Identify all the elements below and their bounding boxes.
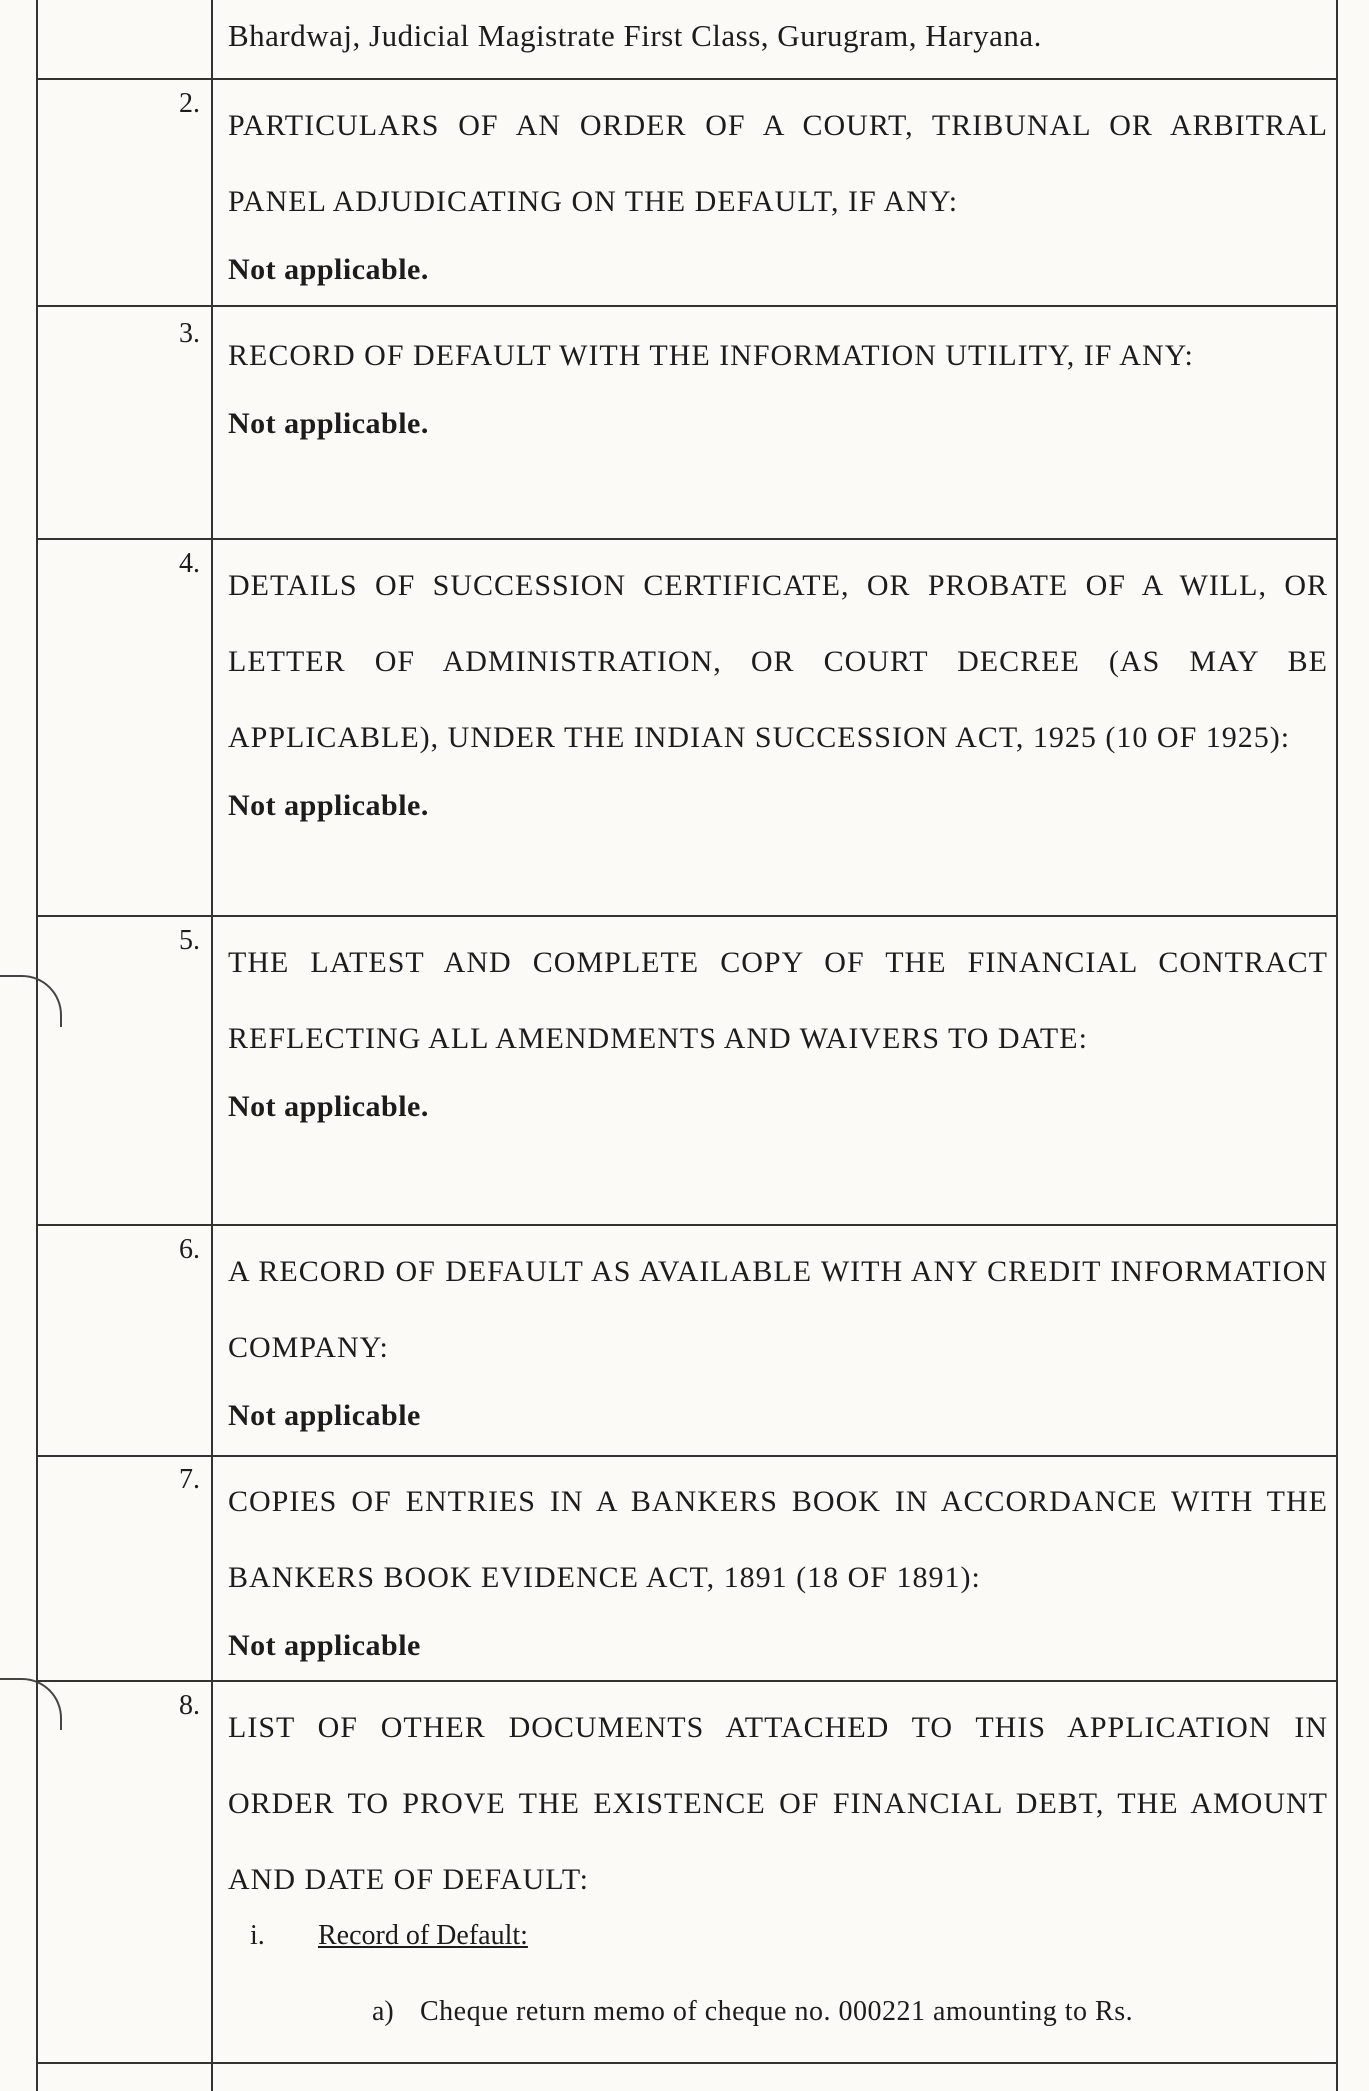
row-number: 7. (179, 1464, 200, 1495)
row-divider (36, 1680, 1338, 1682)
row-divider (36, 1224, 1338, 1226)
table-row (228, 548, 1328, 836)
row-number: 8. (179, 1690, 200, 1721)
table-row (228, 925, 1328, 1137)
row-divider (36, 538, 1338, 540)
row-answer: Not applicable (228, 1629, 421, 1662)
continuation-text: Bhardwaj, Judicial Magistrate First Class, Gurugram, Haryana. (228, 18, 1042, 53)
sub-sub-item-text: Cheque return memo of cheque no. 000221 amounting to Rs. (420, 1996, 1134, 2027)
row-number: 5. (179, 925, 200, 956)
punch-hole-top (0, 975, 62, 1027)
row-divider (36, 305, 1338, 307)
row-heading: A RECORD OF DEFAULT AS AVAILABLE WITH ANY CREDIT INFORMATION COMPANY: (228, 1255, 1328, 1364)
sub-item-label: Record of Default: (318, 1920, 528, 1951)
row-heading: DETAILS OF SUCCESSION CERTIFICATE, OR PROBATE OF A WILL, OR LETTER OF ADMINISTRATION, OR COURT DECREE (AS MAY BE APPLICABLE), UNDER THE INDIAN SUCCESSION ACT, 1925 (10 OF 1925): (228, 569, 1328, 754)
row-heading: LIST OF OTHER DOCUMENTS ATTACHED TO THIS APPLICATION IN ORDER TO PROVE THE EXISTENCE OF FINANCIAL DEBT, THE AMOUNT AND DATE OF DEFAULT: (228, 1711, 1328, 1896)
row-answer: Not applicable. (228, 1090, 429, 1123)
row-heading: RECORD OF DEFAULT WITH THE INFORMATION UTILITY, IF ANY: (228, 339, 1194, 372)
row-number: 3. (179, 318, 200, 349)
punch-hole-bottom (0, 1678, 62, 1730)
sub-item-marker: i. (250, 1920, 265, 1951)
row-answer: Not applicable. (228, 789, 429, 822)
row-number: 6. (179, 1234, 200, 1265)
row-divider (36, 1455, 1338, 1457)
table-row (228, 88, 1328, 300)
row-divider (36, 2062, 1338, 2064)
table-row (228, 318, 1328, 454)
row-answer: Not applicable (228, 1399, 421, 1432)
row-heading: THE LATEST AND COMPLETE COPY OF THE FINANCIAL CONTRACT REFLECTING ALL AMENDMENTS AND WAIVERS TO DATE: (228, 946, 1328, 1055)
table-left-border (36, 0, 38, 2091)
sub-sub-item-marker: a) (372, 1996, 394, 2027)
table-right-border (1336, 0, 1338, 2091)
table-row (228, 1234, 1328, 1446)
table-row (228, 1464, 1328, 1676)
row-heading: COPIES OF ENTRIES IN A BANKERS BOOK IN ACCORDANCE WITH THE BANKERS BOOK EVIDENCE ACT, 1891 (18 OF 1891): (228, 1485, 1328, 1594)
table-row (228, 1690, 1328, 1918)
row-divider (36, 78, 1338, 80)
row-heading: PARTICULARS OF AN ORDER OF A COURT, TRIBUNAL OR ARBITRAL PANEL ADJUDICATING ON THE DEFAULT, IF ANY: (228, 109, 1328, 218)
table-column-divider (211, 0, 213, 2091)
row-number: 2. (179, 88, 200, 119)
row-answer: Not applicable. (228, 253, 429, 286)
row-number: 4. (179, 548, 200, 579)
row-divider (36, 915, 1338, 917)
row-answer: Not applicable. (228, 407, 429, 440)
